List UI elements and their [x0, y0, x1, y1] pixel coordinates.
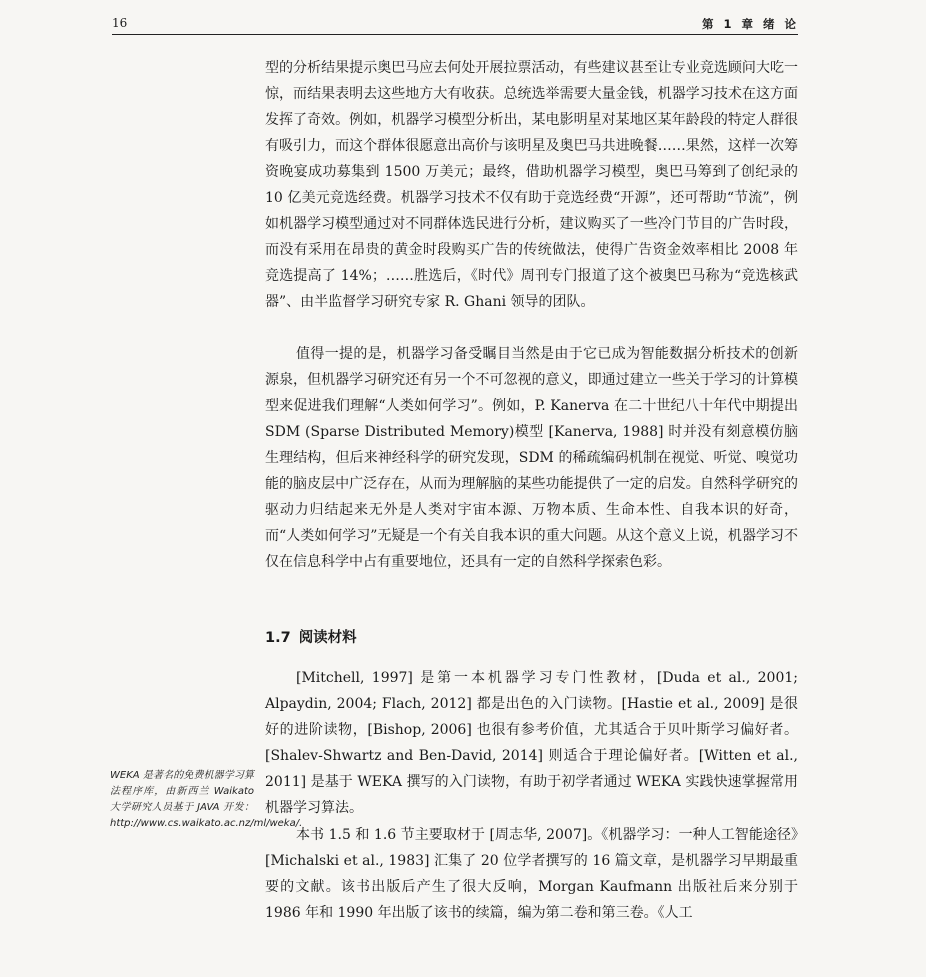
section-heading — [265, 626, 357, 647]
section-number: 1.7 — [265, 630, 291, 646]
chapter-heading: 第 1 章 绪 论 — [701, 17, 796, 31]
header-rule — [112, 34, 798, 35]
body-paragraph-1 — [265, 55, 798, 315]
running-header — [112, 14, 796, 36]
paragraph-text: 型的分析结果提示奥巴马应去何处开展拉票活动，有些建议甚至让专业竞选顾问大吃一惊，而结果表明去这些地方大有收获。总统选举需要大量金钱，机器学习技术在这方面发挥了奇效。例如，机器学习模型分析出，某电影明星对某地区某年龄段的特定人群很有吸引力，而这个群体很愿意出高价与该明星及奥巴马共进晚餐……果然，这样一次筹资晚宴成功募集到 1500 万美元；最终，借助机器学习模型，奥巴马筹到了创纪录的 10 亿美元竞选经费。机器学习技术不仅有助于竞选经费“开源”，还可帮助“节流”，例如机器学习模型通过对不同群体选民进行分析，建议购买了一些冷门节目的广告时段，而没有采用在昂贵的黄金时段购买广告的传统做法，使得广告资金效率相比 2008 年竞选提高了 14%；……胜选后，《时代》周刊专门报道了这个被奥巴马称为“竞选核武器”、由半监督学习研究专家 R. Ghani 领导的团队。 — [265, 60, 798, 310]
paragraph-text: 本书 1.5 和 1.6 节主要取材于 [周志华, 2007]。《机器学习：一种人工智能途径》[Michalski et al., 1983] 汇集了 20 位学者撰写的 16 篇文章，是机器学习早期最重要的文献。该书出版后产生了很大反响，Morgan Kaufmann 出版社后来分别于 1986 年和 1990 年出版了该书的续篇，编为第二卷和第三卷。《人工 — [265, 827, 798, 921]
body-paragraph-2 — [265, 341, 798, 575]
body-paragraph-4 — [265, 822, 798, 926]
body-paragraph-3 — [265, 665, 798, 821]
paragraph-text: 值得一提的是，机器学习备受瞩目当然是由于它已成为智能数据分析技术的创新源泉，但机器学习研究还有另一个不可忽视的意义，即通过建立一些关于学习的计算模型来促进我们理解“人类如何学习”。例如，P. Kanerva 在二十世纪八十年代中期提出 SDM (Sparse Distributed Memory)模型 [Kanerva, 1988] 时并没有刻意模仿脑生理结构，但后来神经科学的研究发现，SDM 的稀疏编码机制在视觉、听觉、嗅觉功能的脑皮层中广泛存在，从而为理解脑的某些功能提供了一定的启发。自然科学研究的驱动力归结起来无外是人类对宇宙本源、万物本质、生命本性、自我本识的好奇，而“人类如何学习”无疑是一个有关自我本识的重大问题。从这个意义上说，机器学习不仅在信息科学中占有重要地位，还具有一定的自然科学探索色彩。 — [265, 346, 798, 570]
margin-note: WEKA 是著名的免费机器学习算法程序库，由新西兰 Waikato 大学研究人员基于 JAVA 开发：http://www.cs.waikato.ac.nz/ml/weka/. — [110, 770, 303, 829]
section-title: 阅读材料 — [298, 630, 357, 646]
paragraph-text: [Mitchell, 1997] 是第一本机器学习专门性教材，[Duda et al., 2001; Alpaydin, 2004; Flach, 2012] 都是出色的入门读物。[Hastie et al., 2009] 是很好的进阶读物，[Bishop, 2006] 也很有参考价值，尤其适合于贝叶斯学习偏好者。[Shalev-Shwartz and Ben-David, 2014] 则适合于理论偏好者。[Witten et al., 2011] 是基于 WEKA 撰写的入门读物，有助于初学者通过 WEKA 实践快速掌握常用机器学习算法。 — [265, 670, 798, 816]
page-number: 16 — [112, 16, 128, 30]
